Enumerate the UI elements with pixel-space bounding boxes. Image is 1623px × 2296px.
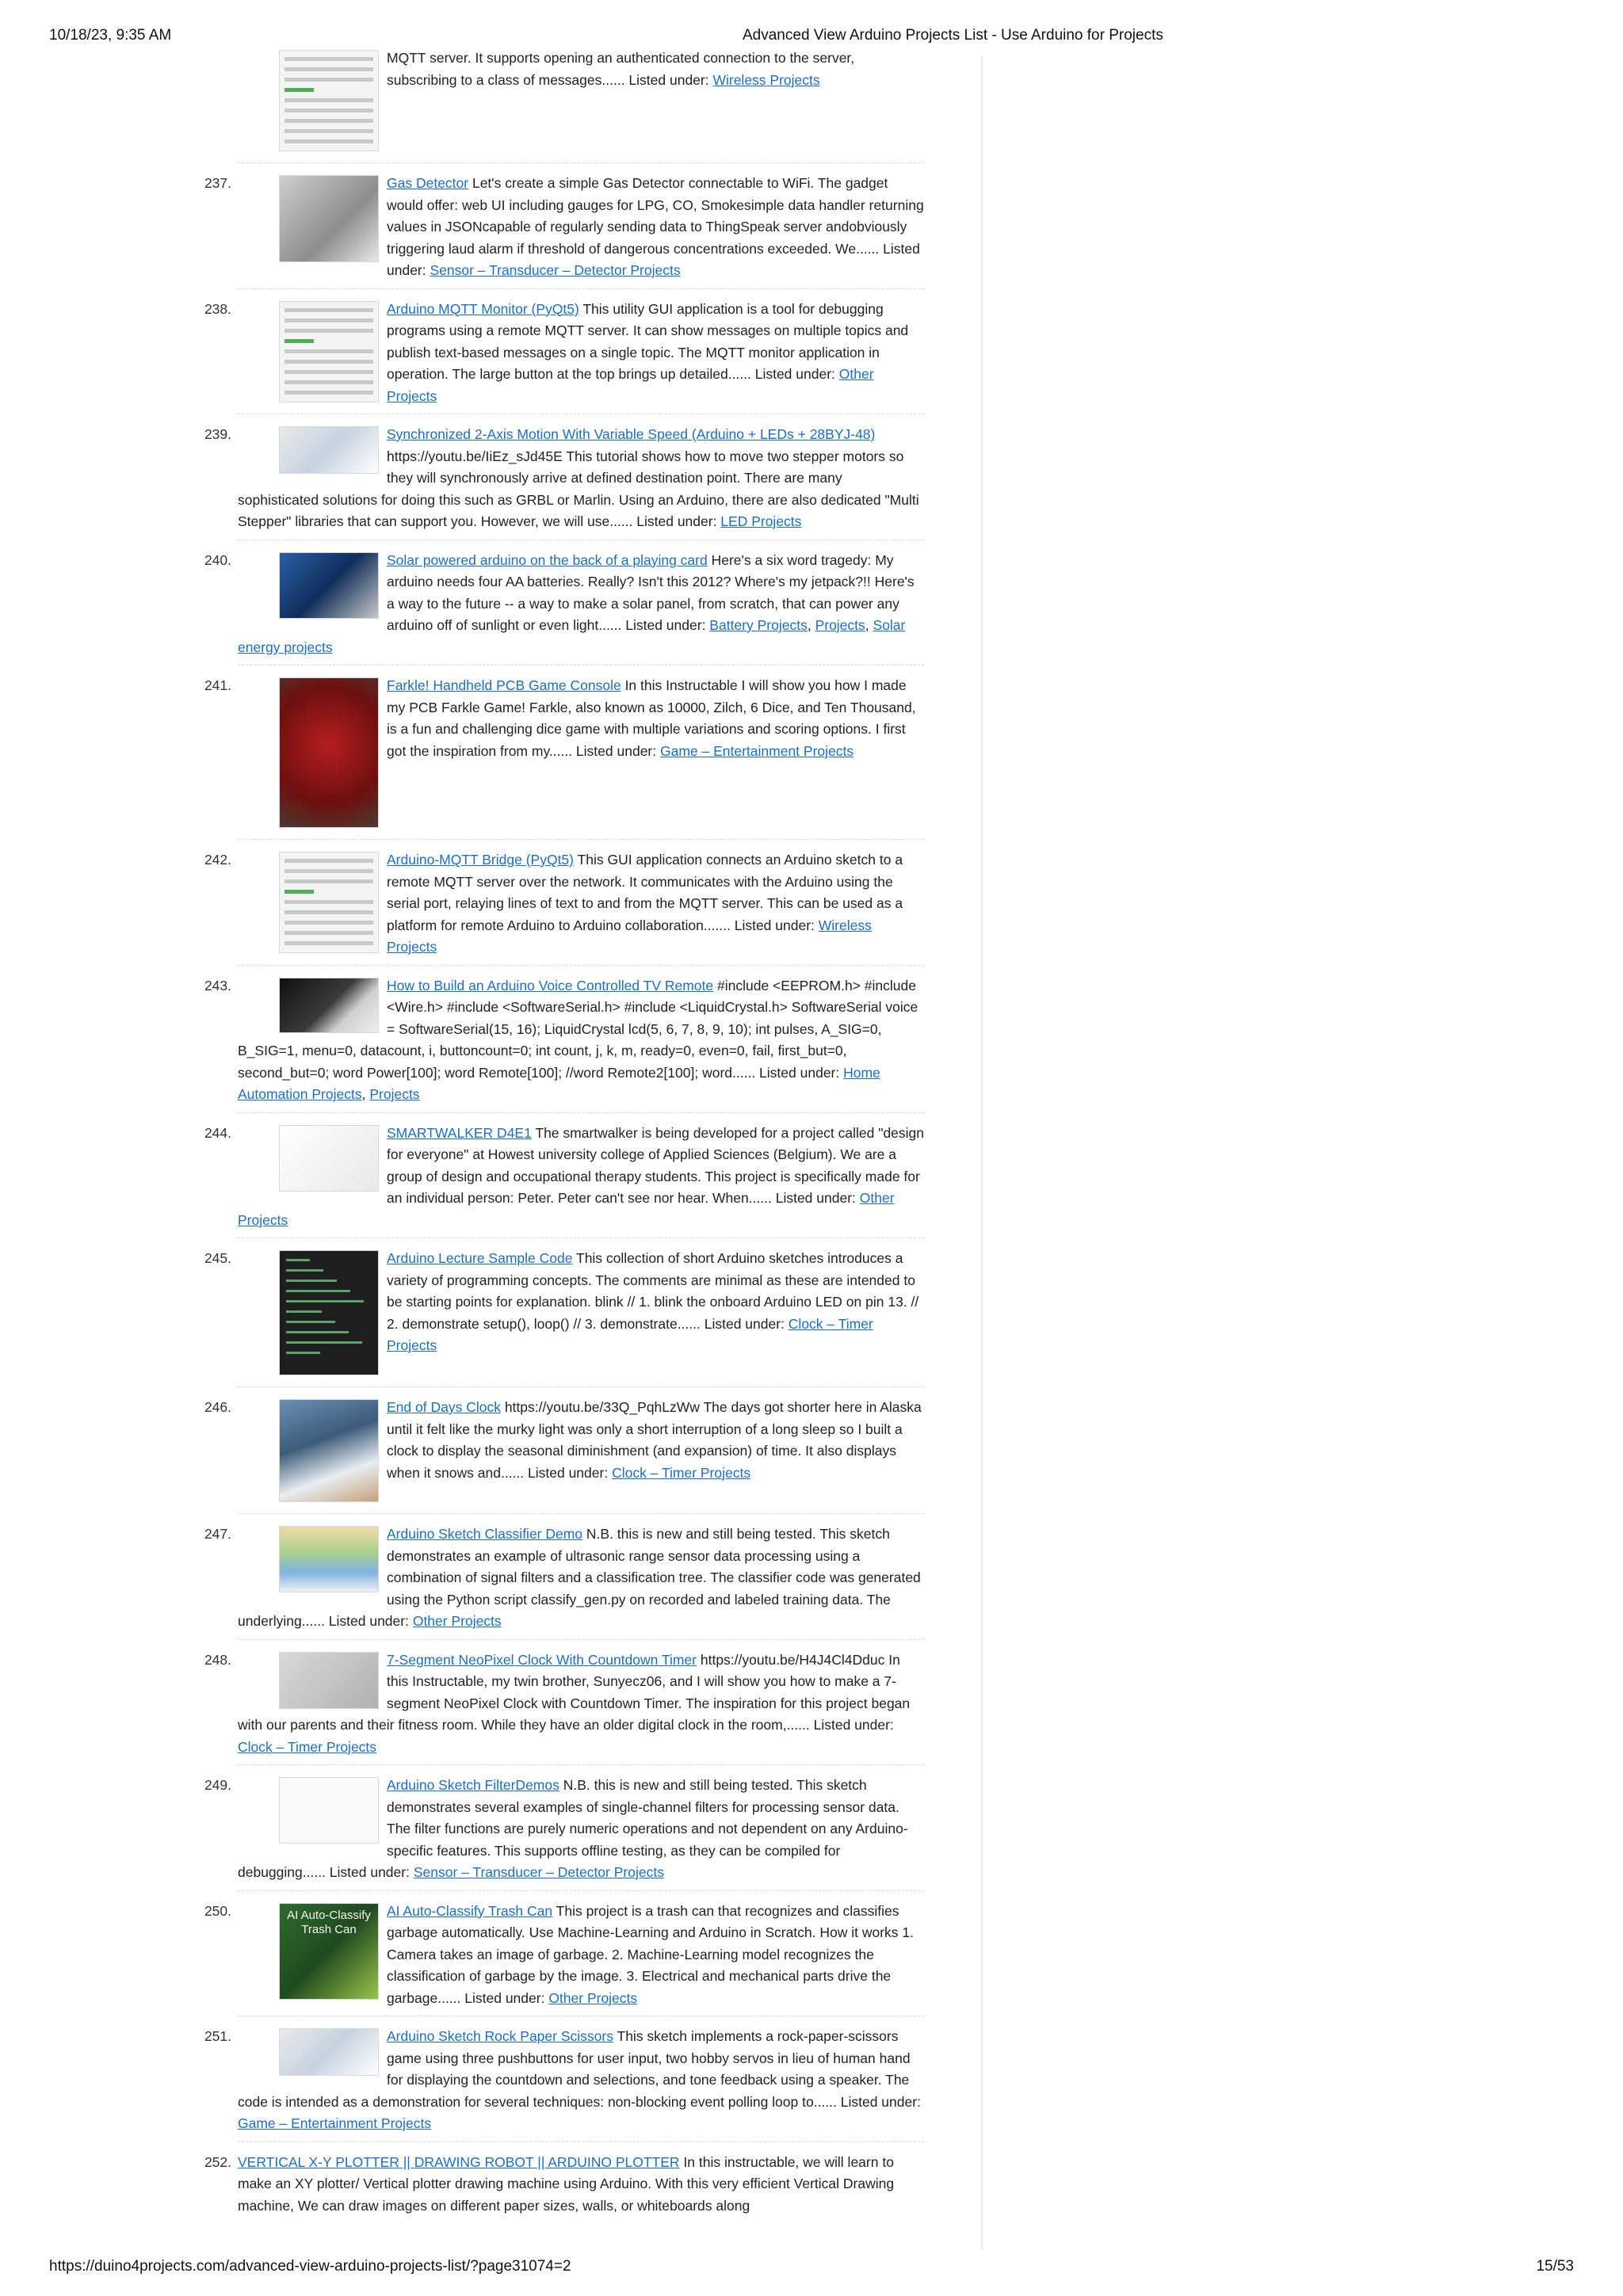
thumbnail-ui-line <box>285 339 314 343</box>
thumbnail-ui-line <box>285 931 373 935</box>
list-item <box>204 1397 924 1507</box>
project-title-link[interactable]: Arduino Lecture Sample Code <box>387 1250 573 1266</box>
thumbnail-code-line <box>286 1341 362 1344</box>
thumbnail-code-line <box>286 1352 320 1354</box>
thumbnail-ui-line <box>285 370 373 374</box>
project-title-link[interactable]: Farkle! Handheld PCB Game Console <box>387 677 621 693</box>
item-number: 241. <box>204 677 231 693</box>
item-number: 239. <box>204 426 231 442</box>
thumbnail-code-line <box>286 1331 349 1333</box>
project-description: https://youtu.be/33Q_PqhLzWw The days got shorter here in Alaska until it felt like the murky light was only a short interruption of a long sleep so I built a clock to display the seasonal diminishment (and expansion) of time. It also displays when it snows and...... Listed under: <box>387 1399 922 1481</box>
thumbnail-ui-line <box>285 318 373 322</box>
item-divider <box>238 162 924 163</box>
item-divider <box>238 1639 924 1640</box>
thumbnail-ui-line <box>285 67 373 71</box>
list-item <box>204 975 924 1106</box>
item-divider <box>238 965 924 966</box>
category-link[interactable]: Solar energy projects <box>238 617 906 655</box>
project-title-link[interactable]: 7-Segment NeoPixel Clock With Countdown Timer <box>387 1651 697 1668</box>
project-description: In this Instructable I will show you how I made my PCB Farkle Game! Farkle, also known as 10000, Zilch, 6 Dice, and Ten Thousand, is a fun and challenging dice game with multiple variations and scoring options. I first got the inspiration from my...... Listed under: <box>387 677 916 759</box>
item-divider <box>238 839 924 840</box>
category-link[interactable]: Sensor – Transducer – Detector Projects <box>413 1864 664 1880</box>
list-item <box>204 675 924 833</box>
category-link[interactable]: Game – Entertainment Projects <box>238 2115 432 2131</box>
print-page-title: Advanced View Arduino Projects List - Use Arduino for Projects <box>743 27 1163 44</box>
item-text: How to Build an Arduino Voice Controlled TV Remote #include <EEPROM.h> #include <Wire.h> #include <SoftwareSerial.h> #include <LiquidCrystal.h> SoftwareSerial voice = SoftwareSerial(15, 16); LiquidCrystal lcd(5, 6, 7, 8, 9, 10); int pulses, A_SIG=0, B_SIG=1, menu=0, datacount, i, buttoncount=0; int count, j, k, m, ready=0, even=0, fail, first_but=0, second_but=0; word Power[100]; word Remote[100]; //word Remote2[100]; word...... Listed under: Home Automation Projects, Projects <box>238 977 918 1102</box>
thumbnail-ui-line <box>285 879 373 883</box>
project-title-link[interactable]: End of Days Clock <box>387 1399 501 1415</box>
item-number: 248. <box>204 1651 231 1668</box>
thumbnail-ui-line <box>285 57 373 61</box>
item-text: Solar powered arduino on the back of a playing card Here's a six word tragedy: My arduino needs four AA batteries. Really? Isn't this 2012? Where's my jetpack?!! Here's a way to the future -- a way to make a solar panel, from scratch, that can power any arduino off of sunlight or even light...... Listed under: Battery Projects, Projects, Solar energy projects <box>238 551 915 655</box>
item-number: 240. <box>204 551 231 568</box>
thumbnail-ui-line <box>285 98 373 102</box>
thumbnail-ui-line <box>285 921 373 925</box>
thumbnail-code-line <box>286 1300 364 1302</box>
category-link[interactable]: Clock – Timer Projects <box>612 1464 751 1481</box>
print-page-number: 15/53 <box>1536 2258 1574 2275</box>
category-link[interactable]: Wireless Projects <box>387 917 872 955</box>
project-title-link[interactable]: Arduino Sketch Rock Paper Scissors <box>387 2028 613 2044</box>
project-title-link[interactable]: Arduino Sketch FilterDemos <box>387 1777 559 1793</box>
sidebar-divider <box>981 55 983 2250</box>
project-thumbnail[interactable] <box>279 552 379 619</box>
thumbnail-ui-line <box>285 139 373 143</box>
project-thumbnail[interactable] <box>279 1903 379 2000</box>
thumbnail-ui-line <box>285 910 373 914</box>
item-divider <box>238 1112 924 1113</box>
project-title-link[interactable]: How to Build an Arduino Voice Controlled TV Remote <box>387 977 714 994</box>
project-title-link[interactable]: AI Auto-Classify Trash Can <box>387 1902 553 1919</box>
thumbnail-ui-line <box>285 349 373 353</box>
list-item <box>204 173 924 282</box>
item-text <box>387 175 924 278</box>
category-link[interactable]: Game – Entertainment Projects <box>659 742 854 759</box>
category-link[interactable]: LED Projects <box>720 513 802 529</box>
item-divider <box>238 1764 924 1765</box>
thumbnail-code-line <box>286 1259 310 1261</box>
item-divider <box>238 1386 924 1387</box>
thumbnail-ui-line <box>285 391 373 395</box>
item-text <box>387 1399 922 1481</box>
thumbnail-ui-line <box>285 859 373 863</box>
item-number: 238. <box>204 300 231 317</box>
list-item <box>204 1650 924 1759</box>
project-thumbnail[interactable] <box>279 1652 379 1709</box>
item-number: 252. <box>204 2153 231 2170</box>
project-description: #include <EEPROM.h> #include <Wire.h> #include <SoftwareSerial.h> #include <LiquidCrystal.h> SoftwareSerial voice = SoftwareSerial(15, 16); LiquidCrystal lcd(5, 6, 7, 8, 9, 10); int pulses, A_SIG=0, B_SIG=1, menu=0, datacount, i, buttoncount=0; int count, j, k, m, ready=0, even=0, fail, first_but=0, second_but=0; word Power[100]; word Remote[100]; //word Remote2[100]; word...... Listed under: <box>238 977 918 1081</box>
project-description: This collection of short Arduino sketches introduces a variety of programming concepts. The comments are minimal as these are intended to be starting points for explanation. blink // 1. blink the onboard Arduino LED on pin 13. // 2. demonstrate setup(), loop() // 3. demonstrate...... Listed under: <box>387 1250 919 1332</box>
project-title-link[interactable]: SMARTWALKER D4E1 <box>387 1124 532 1141</box>
category-link[interactable]: Projects <box>369 1086 420 1102</box>
project-description: MQTT server. It supports opening an authenticated connection to the server, subscribing to a class of messages...... Listed under: <box>387 50 855 88</box>
project-description: https://youtu.be/IiEz_sJd45E This tutorial shows how to move two stepper motors so they will synchronously arrive at defined destination point. There are many sophisticated solutions for doing this such as GRBL or Marlin. Using an Arduino, there are also dedicated "Multi Stepper" libraries that can support you. However, we will use...... Listed under: <box>238 448 919 529</box>
list-item <box>204 424 924 533</box>
thumbnail-ui-line <box>285 890 314 894</box>
project-description: In this instructable, we will learn to make an XY plotter/ Vertical plotter drawing machine using Arduino. With this very efficient Vertical Drawing machine, We can draw images on different paper sizes, walls, or whiteboards along <box>238 2153 895 2214</box>
project-title-link[interactable]: Gas Detector <box>387 175 469 191</box>
thumbnail-code-line <box>286 1321 335 1323</box>
list-item <box>204 1775 924 1884</box>
category-link[interactable]: Other Projects <box>412 1613 502 1629</box>
item-number: 250. <box>204 1902 231 1919</box>
category-link[interactable]: Other Projects <box>548 1989 638 2006</box>
project-thumbnail[interactable] <box>279 852 379 953</box>
thumbnail-ui-line <box>285 941 373 945</box>
category-link[interactable]: Sensor – Transducer – Detector Projects <box>430 262 681 278</box>
list-item <box>204 849 924 959</box>
thumbnail-code-line <box>286 1269 323 1272</box>
category-link[interactable]: Clock – Timer Projects <box>238 1738 377 1755</box>
project-thumbnail[interactable] <box>279 677 379 828</box>
project-title-link[interactable]: Arduino MQTT Monitor (PyQt5) <box>387 300 579 317</box>
thumbnail-ui-line <box>285 308 373 312</box>
project-description: This utility GUI application is a tool for debugging programs using a remote MQTT server. It can show messages on multiple topics and publish text-based messages on a single topic. The MQTT monitor application in operation. The large button at the top brings up detailed...... Listed under: <box>387 300 909 382</box>
list-item <box>238 48 924 156</box>
project-description: Here's a six word tragedy: My arduino needs four AA batteries. Really? Isn't this 2012? Where's my jetpack?!! Here's a way to the future -- a way to make a solar panel, from scratch, that can power any arduino off of sunlight or even light...... Listed under: <box>387 551 915 633</box>
thumbnail-caption: AI Auto-Classify Trash Can <box>287 1908 371 1936</box>
project-thumbnail[interactable] <box>279 426 379 474</box>
item-number: 237. <box>204 175 231 191</box>
project-thumbnail[interactable] <box>279 50 379 151</box>
project-description: This GUI application connects an Arduino sketch to a remote MQTT server over the network. It communicates with the Arduino using the serial port, relaying lines of text to and from the MQTT server. This can be used as a platform for remote Arduino to Arduino collaboration....... Listed under: <box>387 852 903 933</box>
thumbnail-code-line <box>286 1280 337 1282</box>
project-thumbnail[interactable] <box>279 175 379 262</box>
item-number: 249. <box>204 1777 231 1793</box>
project-thumbnail[interactable] <box>279 1399 379 1502</box>
list-item <box>204 550 924 659</box>
item-text <box>387 50 854 88</box>
item-divider <box>238 1513 924 1514</box>
item-text <box>387 677 916 759</box>
thumbnail-code-line <box>286 1290 350 1292</box>
category-link[interactable]: Other Projects <box>387 366 874 404</box>
project-title-link[interactable]: Solar powered arduino on the back of a playing card <box>387 551 708 568</box>
thumbnail-ui-line <box>285 900 373 904</box>
list-item <box>204 2026 924 2135</box>
project-description: N.B. this is new and still being tested. This sketch demonstrates several examples of single-channel filters for processing sensor data. The filter functions are purely numeric operations and not dependent on any Arduino-specific features. This supports offline testing, as they can be compiled for debugging...... Listed under: <box>238 1777 908 1880</box>
thumbnail-ui-line <box>285 329 373 333</box>
project-thumbnail[interactable] <box>279 301 379 402</box>
item-number: 247. <box>204 1526 231 1542</box>
list-item <box>204 1123 925 1232</box>
category-link[interactable]: Home Automation Projects <box>238 1064 880 1102</box>
project-description: https://youtu.be/H4J4Cl4Dduc In this Instructable, my twin brother, Sunyecz06, and I will show you how to make a 7-segment NeoPixel Clock with Countdown Timer. The inspiration for this project began with our parents and their fitness room. While they have an older digital clock in the room,...... Listed under: <box>238 1651 911 1733</box>
print-datetime: 10/18/23, 9:35 AM <box>49 27 172 44</box>
project-title-link[interactable]: Arduino-MQTT Bridge (PyQt5) <box>387 852 574 868</box>
project-list <box>204 50 925 2255</box>
thumbnail-ui-line <box>285 78 373 82</box>
thumbnail-ui-line <box>285 360 373 364</box>
print-footer <box>49 2258 1574 2282</box>
list-item <box>204 299 924 408</box>
print-url: https://duino4projects.com/advanced-view-arduino-projects-list/?page31074=2 <box>49 2258 571 2275</box>
item-divider <box>238 665 924 666</box>
item-text <box>387 301 908 404</box>
thumbnail-ui-line <box>285 88 314 92</box>
project-title-link[interactable]: VERTICAL X-Y PLOTTER || DRAWING ROBOT || ARDUINO PLOTTER <box>238 2153 680 2170</box>
project-description: Let's create a simple Gas Detector connectable to WiFi. The gadget would offer: web UI including gauges for LPG, CO, Smokesimple data handler returning values in JSONcapable of regularly sending data to ThingSpeak server andobviously triggering laud alarm if threshold of dangerous concentrations exceeded. We...... Listed under: <box>387 175 924 278</box>
thumbnail-code-line <box>286 1310 322 1313</box>
project-thumbnail[interactable] <box>279 1250 379 1375</box>
project-description: N.B. this is new and still being tested. This sketch demonstrates an example of ultrasonic range sensor data processing using a combination of signal filters and a classification tree. The classifier code was generated using the Python script classify_gen.py on recorded and labeled training data. The underlying...... Listed under: <box>238 1526 921 1629</box>
item-number: 243. <box>204 977 231 994</box>
project-thumbnail[interactable] <box>279 1125 379 1192</box>
item-text <box>387 1903 914 2006</box>
category-link[interactable]: Projects <box>815 617 865 633</box>
thumbnail-ui-line <box>285 109 373 113</box>
item-divider <box>238 1890 924 1891</box>
list-item <box>204 1524 924 1633</box>
project-thumbnail[interactable] <box>279 1526 379 1592</box>
category-link[interactable]: Wireless Projects <box>712 71 820 88</box>
item-number: 246. <box>204 1399 231 1415</box>
thumbnail-ui-line <box>285 119 373 123</box>
project-thumbnail[interactable] <box>279 2028 379 2076</box>
project-description: The smartwalker is being developed for a project called "design for everyone" at Howest university college of Applied Sciences (Belgium). We are a group of design and occupational therapy students. This project is specifically made for an individual person: Peter. Peter can't see nor hear. When...... Listed under: <box>387 1124 925 1206</box>
category-link[interactable]: Battery Projects <box>709 617 808 633</box>
project-thumbnail[interactable] <box>279 978 379 1033</box>
category-link[interactable]: Other Projects <box>238 1190 895 1228</box>
item-text <box>238 2154 894 2214</box>
project-title-link[interactable]: Arduino Sketch Classifier Demo <box>387 1526 583 1542</box>
item-text <box>387 1250 918 1353</box>
project-thumbnail[interactable] <box>279 1777 379 1844</box>
item-text <box>387 852 903 955</box>
item-number: 242. <box>204 852 231 868</box>
project-description: This project is a trash can that recognizes and classifies garbage automatically. Use Machine-Learning and Arduino in Scratch. How it works 1. Camera takes an image of garbage. 2. Machine-Learning model recognizes the classification of garbage by the image. 3. Electrical and mechanical parts drive the garbage...... Listed under: <box>387 1902 915 2006</box>
item-number: 244. <box>204 1124 231 1141</box>
category-link[interactable]: Clock – Timer Projects <box>387 1315 873 1353</box>
thumbnail-ui-line <box>285 380 373 384</box>
thumbnail-ui-line <box>285 129 373 133</box>
item-number: 251. <box>204 2028 231 2044</box>
list-item <box>204 1901 924 2010</box>
project-title-link[interactable]: Synchronized 2-Axis Motion With Variable Speed (Arduino + LEDs + 28BYJ-48) <box>387 426 876 442</box>
project-description: This sketch implements a rock-paper-scissors game using three pushbuttons for user input, two hobby servos in lieu of human hand for displaying the countdown and selections, and tone feedback using a speaker. The code is intended as a demonstration for several techniques: non-blocking event polling loop to...... Listed under: <box>238 2028 921 2110</box>
list-item <box>204 2152 924 2218</box>
list-item <box>204 1248 924 1380</box>
item-number: 245. <box>204 1250 231 1266</box>
thumbnail-ui-line <box>285 869 373 873</box>
item-divider <box>238 288 924 289</box>
